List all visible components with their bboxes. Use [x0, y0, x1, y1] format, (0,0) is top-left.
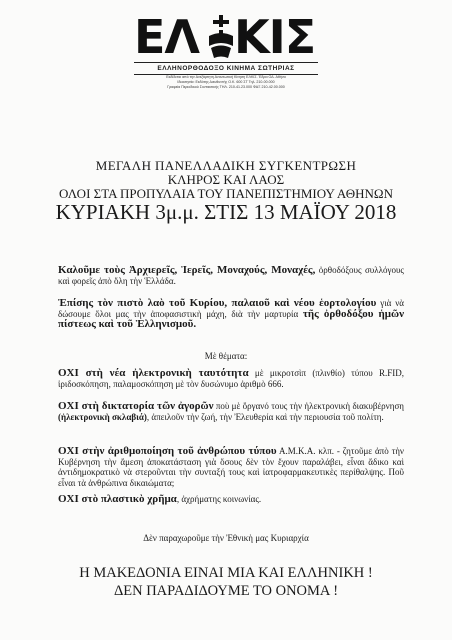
- list-item: [58, 494, 404, 505]
- invitation-text: ὀρθοδόξους συλλόγους καὶ φορεῖς ἀπὸ ὅλη τὴν Ἑλλάδα.: [58, 265, 404, 286]
- logo-text-left: ΕΛ: [134, 10, 200, 64]
- item-bold: ΟΧΙ στὴ νέα ἠλεκτρονικὴ ταυτότητα: [58, 367, 249, 379]
- sovereignty-line: Δὲν παραχωροῦμε τὴν Ἐθνικὴ μας Κυριαρχία: [143, 533, 309, 543]
- item-bold: ΟΧΙ στὴν ἀριθμοποίηση τοῦ ἀνθρώπου τύπου: [58, 445, 277, 457]
- list-item: [58, 401, 404, 422]
- logo: [120, 12, 332, 62]
- invitation-bold: Καλοῦμε τοὺς Ἀρχιερεῖς, Ἱερεῖς, Μοναχούς, Μοναχές,: [58, 264, 316, 276]
- list-item: [58, 368, 404, 389]
- heading-date: ΚΥΡΙΑΚΗ 3μ.μ. ΣΤΙΣ 13 ΜΑΪΟΥ 2018: [55, 200, 397, 224]
- item-text: Α.Μ.Κ.Α. κλπ. - ζητοῦμε ἀπὸ τὴν Κυβέρνηση τὴν ἄμεση ἀποκατάσταση γιὰ ὅσους δὲν τὸν ἔχουν παραλάβει, εἶναι ἄδικο καὶ ἀντιδημοκρατικὸ νὰ στεροῦνται τὴν συνταξή τους καὶ ἰατροφαρμακευτικὲς περίθαλψης. Ποῦ εἶναι τὰ ἀνθρώπινα δικαιώματα;: [58, 446, 405, 488]
- item-text-end: , ἀπειλοῦν τὴν ζωή, τὴν Ἐλευθερία καὶ τὴν περιουσία τοῦ πολίτη.: [146, 411, 384, 422]
- masthead-info: [130, 75, 322, 90]
- faithful-text: γιὰ νὰ δώσουμε ὅλοι μας τὴν ἀποφασιστικὴ μάχη, διὰ τὴν μαρτυρία: [58, 298, 405, 319]
- item-bold-inline: (ἠλεκτρονικὴ σκλαβιά): [58, 411, 147, 422]
- themes-label: Μὲ θέματα:: [204, 351, 248, 361]
- cross-emblem-icon: [206, 12, 236, 62]
- newspaper-masthead: [120, 12, 332, 90]
- list-item: [58, 446, 404, 488]
- heading-clergy-people: ΚΛΗΡΟΣ ΚΑΙ ΛΑΟΣ: [167, 172, 285, 187]
- faithful-bold: Ἐπίσης τὸν πιστὸ λαὸ τοῦ Κυρίου, παλαιοῦ καὶ νέου ἑορτολογίου: [58, 297, 377, 309]
- logo-text-right: ΚΙΣ: [234, 10, 316, 64]
- masthead-info-line: Εκδίδεται από την Ανεξάρτητη Ανανεωτική Κίνηση ΕΛΚΙΣ. Έδρα ΟΔ. Αθήνα: [166, 75, 286, 79]
- faithful-paragraph: [58, 298, 404, 330]
- item-text: , ἀχρήματης κοινωνίας.: [176, 494, 262, 504]
- item-text: μὲ μικροτσὶπ (πλινθίο) τύπου R.FID, ἱριδοσκόπηση, παλαμοσκόπηση μὲ τὸν δυσώνυμο ἀριθμὸ 666.: [58, 368, 404, 389]
- item-text: ποὺ μὲ ὄργανό τους τὴν ἠλεκτρονικὴ διακυβέρνηση: [213, 401, 404, 411]
- masthead-subtitle: ΕΛΛΗΝΟΡΘΟΔΟΞΟ ΚΙΝΗΜΑ ΣΩΤΗΡΙΑΣ: [134, 62, 318, 75]
- invitation-paragraph: [58, 265, 404, 286]
- heading-rally: ΜΕΓΑΛΗ ΠΑΝΕΛΛΑΔΙΚΗ ΣΥΓΚΕΝΤΡΩΣΗ: [95, 158, 357, 173]
- heading-location: ΟΛΟΙ ΣΤΑ ΠΡΟΠΥΛΑΙΑ ΤΟΥ ΠΑΝΕΠΙΣΤΗΜΙΟΥ ΑΘΗΝΩΝ: [59, 186, 393, 201]
- item-bold: ΟΧΙ στὴ δικτατορία τῶν ἀγορῶν: [58, 400, 214, 412]
- masthead-info-line: Γραφεία Περιοδικού Συντακτικής ΤΗΛ. 210-41.23.000 ΦΑΞ 210-42.00.000: [167, 85, 285, 89]
- faithful-bold-end: τῆς ὀρθοδόξου ἡμῶν πίστεως καὶ τοῦ Ἑλληνισμοῦ.: [58, 307, 404, 330]
- masthead-info-line: Ιδιοκτησία: Εκδότης Διευθυντής Ο.Κ. 600 ΣΤ Τηλ. 210-00.000: [177, 80, 275, 84]
- item-bold: ΟΧΙ στὸ πλαστικὸ χρῆμα: [58, 493, 177, 505]
- name-slogan: ΔΕΝ ΠΑΡΑΔΙΔΟΥΜΕ ΤΟ ΟΝΟΜΑ !: [113, 583, 339, 599]
- macedonia-slogan: Η ΜΑΚΕΔΟΝΙΑ ΕΙΝΑΙ ΜΙΑ ΚΑΙ ΕΛΛΗΝΙΚΗ !: [79, 565, 373, 581]
